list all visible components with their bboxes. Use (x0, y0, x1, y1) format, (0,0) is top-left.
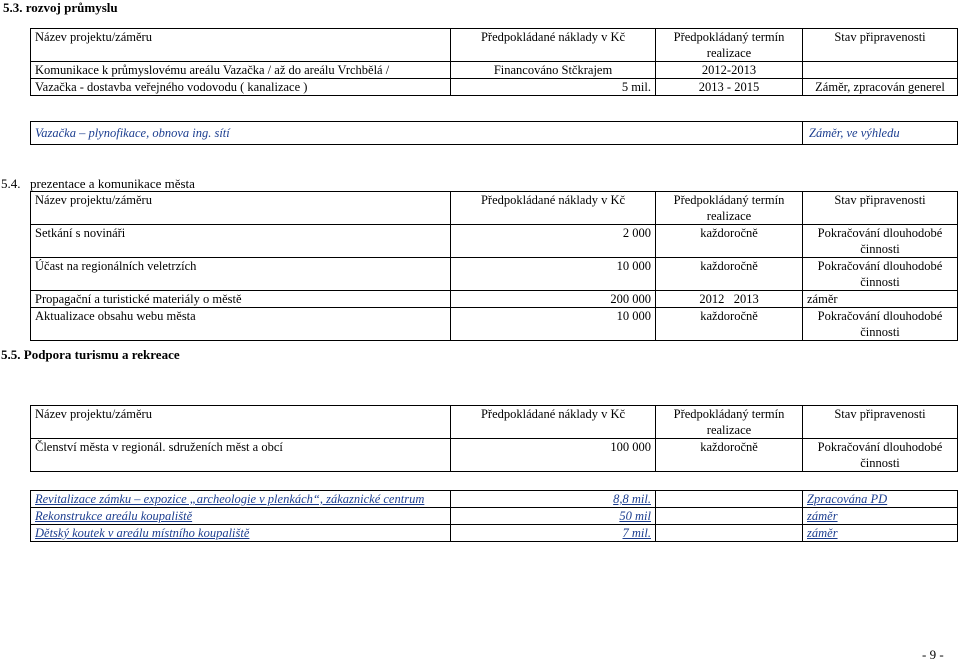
table-cell (656, 508, 803, 525)
table-cell: 10 000 (451, 308, 656, 341)
table-row (31, 291, 958, 308)
table-cell: Pokračování dlouhodobé činnosti (803, 439, 958, 472)
table-cell: každoročně (656, 308, 803, 341)
header-cell: Stav připravenosti (803, 192, 958, 225)
table-cell: Revitalizace zámku – expozice „archeologie v plenkách“, zákaznické centrum (31, 491, 451, 508)
table-row (31, 122, 958, 145)
table-cell: Rekonstrukce areálu koupaliště (31, 508, 451, 525)
table-rozvoj-prumyslu (30, 28, 958, 96)
table-cell: Pokračování dlouhodobé činnosti (803, 308, 958, 341)
table-cell: 100 000 (451, 439, 656, 472)
table-cell: Záměr, ve výhledu (803, 122, 958, 145)
table-header-row (31, 192, 958, 225)
table-cell: 50 mil (451, 508, 656, 525)
table-cell: 7 mil. (451, 525, 656, 542)
table-cell: 2012-2013 (656, 62, 803, 79)
table-cell: Vazačka – plynofikace, obnova ing. sítí (31, 122, 803, 145)
table-cell: Účast na regionálních veletrzích (31, 258, 451, 291)
table-cell: záměr (803, 508, 958, 525)
table-cell: Dětský koutek v areálu místního koupaliště (31, 525, 451, 542)
header-cell: Předpokládaný termín realizace (656, 406, 803, 439)
header-cell: Předpokládané náklady v Kč (451, 29, 656, 62)
table-cell: Zpracována PD (803, 491, 958, 508)
table-cell: 2 000 (451, 225, 656, 258)
header-cell: Předpokládaný termín realizace (656, 192, 803, 225)
table-cell: Propagační a turistické materiály o městě (31, 291, 451, 308)
table-cell: každoročně (656, 225, 803, 258)
table-cell (656, 491, 803, 508)
table-cell: Financováno Stčkrajem (451, 62, 656, 79)
table-header-row (31, 29, 958, 62)
header-cell: Předpokládané náklady v Kč (451, 192, 656, 225)
table-cell: 200 000 (451, 291, 656, 308)
table-cell: záměr (803, 525, 958, 542)
table-row (31, 508, 958, 525)
table-row (31, 79, 958, 96)
table-cell: každoročně (656, 258, 803, 291)
header-cell: Název projektu/záměru (31, 29, 451, 62)
table-row (31, 439, 958, 472)
table-prezentace (30, 191, 958, 341)
page-number: - 9 - (922, 647, 944, 662)
header-cell: Předpokládané náklady v Kč (451, 406, 656, 439)
table-cell: 10 000 (451, 258, 656, 291)
table-cell: Záměr, zpracován generel (803, 79, 958, 96)
section-5-5-heading: 5.5. Podpora turismu a rekreace (1, 347, 180, 362)
table-row (31, 258, 958, 291)
table-cell: 2012 2013 (656, 291, 803, 308)
table-cell: záměr (803, 291, 958, 308)
table-cell (656, 525, 803, 542)
table-cell: Pokračování dlouhodobé činnosti (803, 258, 958, 291)
table-turismus-zamery (30, 490, 958, 542)
table-row (31, 525, 958, 542)
table-cell: každoročně (656, 439, 803, 472)
table-row (31, 62, 958, 79)
table-cell: Aktualizace obsahu webu města (31, 308, 451, 341)
table-cell: Komunikace k průmyslovému areálu Vazačka / až do areálu Vrchbělá / (31, 62, 451, 79)
section-5-4-heading: prezentace a komunikace města (30, 176, 195, 191)
table-cell: 5 mil. (451, 79, 656, 96)
header-cell: Předpokládaný termín realizace (656, 29, 803, 62)
section-5-4-number: 5.4. (1, 176, 21, 191)
table-row (31, 225, 958, 258)
table-note-plynofikace (30, 121, 958, 145)
table-turismus (30, 405, 958, 472)
table-row (31, 308, 958, 341)
table-cell: 8,8 mil. (451, 491, 656, 508)
header-cell: Název projektu/záměru (31, 192, 451, 225)
table-cell: Vazačka - dostavba veřejného vodovodu ( kanalizace ) (31, 79, 451, 96)
table-header-row (31, 406, 958, 439)
table-cell (803, 62, 958, 79)
table-cell: 2013 - 2015 (656, 79, 803, 96)
table-cell: Pokračování dlouhodobé činnosti (803, 225, 958, 258)
header-cell: Název projektu/záměru (31, 406, 451, 439)
table-cell: Setkání s novináři (31, 225, 451, 258)
section-5-3-heading: 5.3. rozvoj průmyslu (3, 0, 118, 15)
table-cell: Členství města v regionál. sdruženích měst a obcí (31, 439, 451, 472)
header-cell: Stav připravenosti (803, 406, 958, 439)
header-cell: Stav připravenosti (803, 29, 958, 62)
table-row (31, 491, 958, 508)
